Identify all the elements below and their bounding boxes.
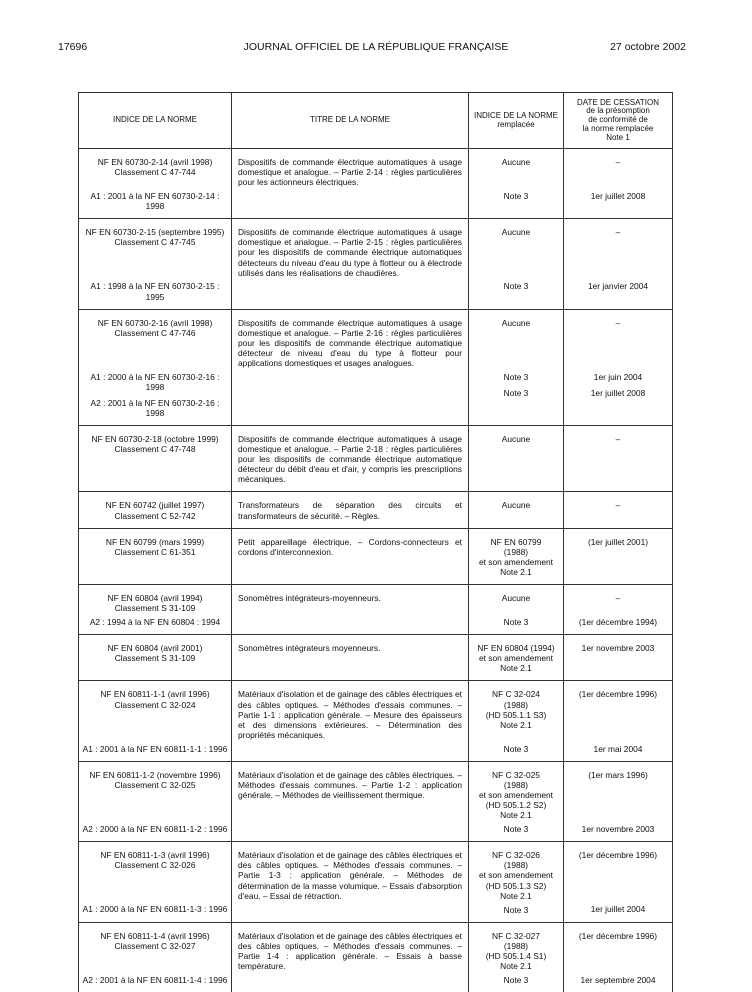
replaced-standard: Aucune: [469, 318, 563, 328]
table-row: [79, 635, 673, 681]
cell-titre: [232, 492, 469, 528]
cell-date: [564, 761, 673, 841]
cell-remplacee: [469, 426, 564, 492]
cessation-date: (1er décembre 1996): [564, 850, 672, 860]
replaced-standard: Aucune: [469, 227, 563, 237]
standard-reference: NF EN 60804 (avril 2001) Classement S 31-109: [79, 643, 231, 663]
table-row: [79, 219, 673, 309]
cell-date: [564, 492, 673, 528]
cell-remplacee: [469, 635, 564, 681]
standard-title: Dispositifs de commande électrique automatiques à usage domestique et analogue. – Partie 2-14 : règles particulières pour les actionneurs électriques.: [232, 157, 468, 187]
standard-reference: NF EN 60742 (juillet 1997) Classement C 52-742: [79, 500, 231, 520]
cell-titre: [232, 681, 469, 761]
standard-reference: NF EN 60811-1-3 (avril 1996) Classement C 32-026: [79, 850, 231, 870]
cell-indice: [79, 681, 232, 761]
table-row: [79, 149, 673, 219]
cell-indice: [79, 309, 232, 425]
table-row: [79, 761, 673, 841]
standard-reference: NF EN 60799 (mars 1999) Classement C 61-351: [79, 537, 231, 557]
cessation-date: –: [564, 500, 672, 510]
standards-table: [78, 92, 673, 992]
cessation-date: (1er mars 1996): [564, 770, 672, 780]
cell-titre: [232, 426, 469, 492]
cell-remplacee: [469, 492, 564, 528]
cell-date: [564, 309, 673, 425]
col-header-date-cessation: DATE DE CESSATION de la présomption de conformité de la norme remplacée Note 1: [564, 93, 673, 149]
amendment-date: 1er juillet 2008: [564, 388, 672, 398]
col-header-indice: INDICE DE LA NORME: [79, 93, 232, 149]
amendment-reference: A2 : 1994 à la NF EN 60804 : 1994: [79, 617, 231, 627]
table-row: [79, 426, 673, 492]
standard-title: Petit appareillage électrique. – Cordons-connecteurs et cordons d'interconnexion.: [232, 537, 468, 557]
replaced-standard: NF C 32-024 (1988) (HD 505.1.1 S3) Note 2.1: [469, 689, 563, 729]
cell-date: [564, 219, 673, 309]
amendment-note: Note 3: [469, 191, 563, 201]
cell-date: [564, 426, 673, 492]
page-number: 17696: [58, 41, 87, 53]
table-row: [79, 922, 673, 992]
amendment-reference: A2 : 2001 à la NF EN 60811-1-4 : 1996: [79, 975, 231, 985]
cell-date: [564, 584, 673, 634]
cell-titre: [232, 842, 469, 922]
amendment-reference: A1 : 1998 à la NF EN 60730-2-15 : 1995: [79, 281, 231, 301]
standard-reference: NF EN 60730-2-14 (avril 1998) Classement C 47-744: [79, 157, 231, 177]
amendment-date: 1er juillet 2008: [564, 191, 672, 201]
replaced-standard: NF C 32-027 (1988) (HD 505.1.4 S1) Note 2.1: [469, 931, 563, 971]
cell-remplacee: [469, 219, 564, 309]
standard-reference: NF EN 60730-2-15 (septembre 1995) Classement C 47-745: [79, 227, 231, 247]
cell-remplacee: [469, 842, 564, 922]
standard-reference: NF EN 60811-1-2 (novembre 1996) Classement C 32-025: [79, 770, 231, 790]
col-header-titre: TITRE DE LA NORME: [232, 93, 469, 149]
amendment-date: 1er septembre 2004: [564, 975, 672, 985]
cessation-date: –: [564, 434, 672, 444]
cessation-date: –: [564, 157, 672, 167]
amendment-date: 1er juin 2004: [564, 372, 672, 382]
standard-title: Transformateurs de séparation des circuits et transformateurs de sécurité. – Règles.: [232, 500, 468, 520]
cell-date: [564, 842, 673, 922]
cell-titre: [232, 761, 469, 841]
cell-titre: [232, 528, 469, 584]
amendment-note: Note 3: [469, 388, 563, 398]
replaced-standard: NF C 32-025 (1988) et son amendement (HD 505.1.2 S2) Note 2.1: [469, 770, 563, 820]
amendment-date: 1er juillet 2004: [564, 904, 672, 914]
amendment-note: Note 3: [469, 617, 563, 627]
cessation-date: (1er juillet 2001): [564, 537, 672, 547]
cell-date: [564, 149, 673, 219]
amendment-reference: A1 : 2001 à la NF EN 60811-1-1 : 1996: [79, 744, 231, 754]
cell-date: [564, 681, 673, 761]
cell-remplacee: [469, 922, 564, 992]
cell-indice: [79, 219, 232, 309]
cell-titre: [232, 219, 469, 309]
cessation-date: (1er décembre 1996): [564, 931, 672, 941]
amendment-note: Note 3: [469, 975, 563, 985]
cell-titre: [232, 149, 469, 219]
standard-title: Dispositifs de commande électrique automatiques à usage domestique et analogue. – Partie 2-18 : règles particulières pour les dispositifs de commande électrique automatique détecteur du débit d'eau et d'air, y compris les prescriptions mécaniques.: [232, 434, 468, 484]
replaced-standard: NF EN 60804 (1994) et son amendement Note 2.1: [469, 643, 563, 673]
standard-title: Sonomètres intégrateurs moyenneurs.: [232, 643, 468, 653]
cell-remplacee: [469, 149, 564, 219]
cell-titre: [232, 584, 469, 634]
amendment-note: Note 3: [469, 372, 563, 382]
standard-reference: NF EN 60811-1-1 (avril 1996) Classement C 32-024: [79, 689, 231, 709]
cell-titre: [232, 309, 469, 425]
replaced-standard: Aucune: [469, 157, 563, 167]
standard-title: Dispositifs de commande électrique automatiques à usage domestique et analogue. – Partie 2-16 : règles particulières pour les dispositifs de commande électrique automatique détecteur de niveau d'eau du type à flotteur pour applications domestiques et usages analogues.: [232, 318, 468, 368]
replaced-standard: Aucune: [469, 500, 563, 510]
cell-indice: [79, 635, 232, 681]
standard-reference: NF EN 60804 (avril 1994) Classement S 31-109: [79, 593, 231, 613]
cell-date: [564, 635, 673, 681]
amendment-note: Note 3: [469, 824, 563, 834]
table-row: [79, 681, 673, 761]
table-row: [79, 528, 673, 584]
amendment-reference: A1 : 2000 à la NF EN 60811-1-3 : 1996: [79, 904, 231, 914]
cessation-date: 1er novembre 2003: [564, 643, 672, 653]
standard-title: Matériaux d'isolation et de gainage des câbles électriques et des câbles optiques. – Méthodes d'essais communes. – Partie 1-4 : application générale. – Essais à basse température.: [232, 931, 468, 971]
amendment-date: 1er janvier 2004: [564, 281, 672, 291]
table-row: [79, 584, 673, 634]
cell-indice: [79, 149, 232, 219]
cessation-date: –: [564, 593, 672, 603]
amendment-reference: A1 : 2000 à la NF EN 60730-2-16 : 1998: [79, 372, 231, 392]
amendment-date: (1er décembre 1994): [564, 617, 672, 627]
amendment-reference: A2 : 2001 à la NF EN 60730-2-16 : 1998: [79, 398, 231, 418]
journal-title: JOURNAL OFFICIEL DE LA RÉPUBLIQUE FRANÇAISE: [0, 41, 752, 53]
table-header-row: [79, 93, 673, 149]
cell-date: [564, 528, 673, 584]
cell-indice: [79, 584, 232, 634]
standard-title: Sonomètres intégrateurs-moyenneurs.: [232, 593, 468, 603]
cell-indice: [79, 528, 232, 584]
cell-remplacee: [469, 528, 564, 584]
table-row: [79, 309, 673, 425]
amendment-reference: A1 : 2001 à la NF EN 60730-2-14 : 1998: [79, 191, 231, 211]
table-row: [79, 842, 673, 922]
cell-date: [564, 922, 673, 992]
cell-remplacee: [469, 681, 564, 761]
cell-indice: [79, 922, 232, 992]
replaced-standard: Aucune: [469, 593, 563, 603]
amendment-date: 1er novembre 2003: [564, 824, 672, 834]
replaced-standard: Aucune: [469, 434, 563, 444]
cessation-date: –: [564, 227, 672, 237]
col-header-remplacee: INDICE DE LA NORME remplacée: [469, 93, 564, 149]
cell-indice: [79, 492, 232, 528]
amendment-note: Note 3: [469, 744, 563, 754]
cell-titre: [232, 922, 469, 992]
table-row: [79, 492, 673, 528]
replaced-standard: NF C 32-026 (1988) et son amendement (HD 505.1.3 S2) Note 2.1: [469, 850, 563, 900]
cessation-date: (1er décembre 1996): [564, 689, 672, 699]
cell-remplacee: [469, 761, 564, 841]
standard-reference: NF EN 60730-2-18 (octobre 1999) Classement C 47-748: [79, 434, 231, 454]
standard-reference: NF EN 60811-1-4 (avril 1996) Classement C 32-027: [79, 931, 231, 951]
amendment-note: Note 3: [469, 281, 563, 291]
replaced-standard: NF EN 60799 (1988) et son amendement Note 2.1: [469, 537, 563, 577]
amendment-date: 1er mai 2004: [564, 744, 672, 754]
cell-remplacee: [469, 309, 564, 425]
amendment-reference: A2 : 2000 à la NF EN 60811-1-2 : 1996: [79, 824, 231, 834]
cell-indice: [79, 761, 232, 841]
standard-reference: NF EN 60730-2-16 (avril 1998) Classement C 47-746: [79, 318, 231, 338]
cell-titre: [232, 635, 469, 681]
cell-remplacee: [469, 584, 564, 634]
table-body: [79, 149, 673, 992]
amendment-note: Note 3: [469, 905, 563, 915]
standard-title: Matériaux d'isolation et de gainage des câbles électriques. – Méthodes d'essais communes. – Partie 1-2 : application générale. – Méthodes de vieillissement thermique.: [232, 770, 468, 800]
cell-indice: [79, 426, 232, 492]
standard-title: Matériaux d'isolation et de gainage des câbles électriques et des câbles optiques. – Méthodes d'essais communes. – Partie 1-3 : application générale. – Méthodes de détermination de la masse volumique. – Essais d'absorption d'eau. – Essai de rétraction.: [232, 850, 468, 900]
standard-title: Dispositifs de commande électrique automatiques à usage domestique et analogue. – Partie 2-15 : règles particulières pour les dispositifs de commande électrique automatiques détecteurs du niveau d'eau du type à flotteur ou à électrode utilisés dans les réalisations de chaudières.: [232, 227, 468, 277]
cessation-date: –: [564, 318, 672, 328]
standard-title: Matériaux d'isolation et de gainage des câbles électriques et des câbles optiques. – Méthodes d'essais communes. – Partie 1-1 : application générale. – Mesure des épaisseurs et des dimensions extérieures. – Détermination des propriétés mécaniques.: [232, 689, 468, 739]
issue-date: 27 octobre 2002: [610, 41, 686, 53]
cell-indice: [79, 842, 232, 922]
